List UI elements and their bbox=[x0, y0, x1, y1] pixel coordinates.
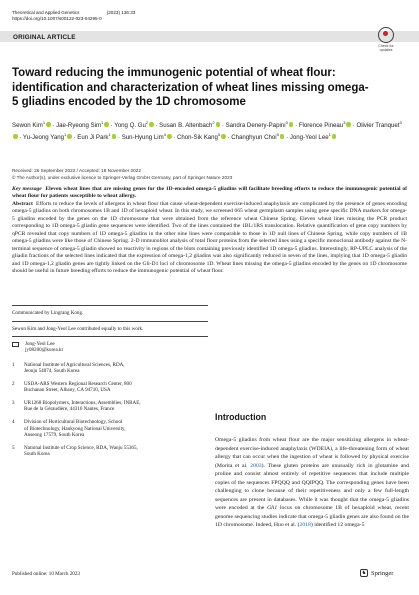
abstract-text: Efforts to reduce the levels of allergens in wheat flour that cause wheat-dependent exercise-induced anaphylaxis are complicated by the presence of genes encoding omega-5 gliadins on both chromosomes 1B and 1D of hexaploid wheat. In this study, we screened 665 wheat germplasm samples using gene specific DNA markers for omega-5 gliadins encoded by the genes on the 1D chromosome that were obtained from the reference wheat Chinese Spring. Eleven wheat lines missing the PCR product corresponding to 1D omega-5 gliadin gene sequences were identified. Two of the lines contained the 1BL/1RS translocation. Relative quantification of gene copy numbers by qPCR revealed that copy numbers of 1D omega-5 gliadins in the other nine lines were comparable to those in 1D null lines of Chinese Spring, while copy numbers of 1B omega-5 gliadins were like those of Chinese Spring. 2-D immunoblot analysis of total flour proteins from the selected lines using a specific monoclonal antibody against the N-terminal sequence of omega-5 gliadin showed no reactivity in regions of the blots containing previously identified 1D omega-5 gliadins. Interestingly, RP-UPLC analysis of the gliadin fractions of the selected lines indicated that the expression of omega-1,2 gliadins was also significantly reduced in seven of the lines, implying that 1D omega-5 gliadin and 1D omega-1,2 gliadin genes are tightly linked on the Gli-D1 loci of chromosome 1D. Wheat lines missing the omega-5 gliadins encoded by the genes on 1D chromosome should be useful in future breeding efforts to reduce the immunogenic potential of wheat flour. bbox=[12, 200, 407, 274]
author-separator: · bbox=[17, 134, 23, 142]
affiliation-line: UR1268 Biopolymers, Interactions, Assemblies, INRAE, bbox=[24, 400, 141, 407]
author-list bbox=[12, 118, 407, 142]
springer-horse-icon: ♞ bbox=[361, 570, 367, 576]
author-name[interactable]: Susan B. Altenbach$^2$ bbox=[159, 122, 220, 129]
author-name[interactable]: Yong Q. Gu$^2$ bbox=[114, 122, 153, 129]
affiliation-number: 1 bbox=[42, 120, 46, 125]
author-separator: · bbox=[116, 134, 122, 142]
affiliation-number: 1 bbox=[101, 120, 104, 125]
author-separator: · bbox=[171, 134, 177, 142]
corresponding-author-name: Jong-Yeol Lee bbox=[25, 341, 55, 347]
affiliation-item bbox=[12, 362, 208, 375]
author-separator: · bbox=[220, 122, 226, 130]
citation-link[interactable]: 2003 bbox=[250, 462, 262, 469]
check-for-updates-label-2: updates bbox=[379, 48, 393, 52]
author-name[interactable]: Olivier Tranquet$^3$ bbox=[12, 122, 402, 141]
author-name[interactable]: Sewon Kim$^1$ bbox=[12, 122, 51, 129]
affiliation-number: 1 bbox=[64, 132, 67, 138]
affiliation-item bbox=[12, 381, 208, 394]
affiliation-line: Division of Horticultural Biotechnology, School bbox=[24, 419, 123, 426]
abstract bbox=[12, 186, 407, 290]
footnote-divider bbox=[12, 336, 208, 337]
author-separator: · bbox=[225, 134, 232, 142]
author-separator: · bbox=[293, 122, 299, 130]
affiliation-number: 2 bbox=[145, 120, 149, 125]
affiliation-number: 1 bbox=[108, 132, 111, 138]
communicated-by: Communicated by Lingrang Kong. bbox=[12, 310, 84, 316]
author-name[interactable]: Changhyun Choi$^5$ bbox=[231, 134, 284, 141]
author-name[interactable]: Eun Ji Park$^1$ bbox=[77, 134, 116, 141]
author-name[interactable]: Chon-Sik Kang$^5$ bbox=[177, 134, 226, 141]
author-separator: · bbox=[284, 134, 290, 142]
publisher-name: Springer bbox=[371, 569, 394, 577]
intro-text-4: ) identified 12 omega-5 bbox=[310, 522, 365, 529]
affiliation-line: National Institute of Crop Science, RDA, Wanju 55365, bbox=[24, 445, 138, 452]
author-name[interactable]: Jong-Yeol Lee$^1$ bbox=[290, 134, 337, 141]
affiliation-number: 1 bbox=[328, 132, 331, 138]
affiliation-number: 4 bbox=[12, 419, 15, 426]
abstract-label: Abstract bbox=[12, 200, 33, 207]
published-date: Published online: 10 March 2023 bbox=[12, 571, 80, 577]
citation-link[interactable]: 2018 bbox=[299, 522, 311, 529]
affiliation-line: Anseong 17579, South Korea bbox=[24, 432, 85, 439]
author-separator: · bbox=[153, 122, 160, 130]
author-name[interactable]: Yu-Jeong Yang$^1$ bbox=[23, 134, 72, 141]
footnote-divider bbox=[12, 305, 208, 306]
contribution-note: Sewon Kim and Jong-Yeol Lee contributed equally to this work. bbox=[12, 326, 144, 332]
orcid-icon[interactable] bbox=[332, 134, 337, 139]
author-separator: · bbox=[71, 134, 78, 142]
article-title: Toward reducing the immunogenic potential of wheat flour: identification and characterization of wheat lines missing omega-5 gliadins encoded by the 1D chromosome bbox=[12, 67, 369, 109]
author-name[interactable]: Sun-Hyung Lim$^4$ bbox=[122, 134, 172, 141]
author-name[interactable]: Sandra Denery-Papini$^3$ bbox=[226, 122, 294, 129]
introduction-text bbox=[215, 436, 409, 530]
article-type-label: ORIGINAL ARTICLE bbox=[13, 33, 76, 41]
affiliation-line: Rue de la Géraudière, 44316 Nantes, France bbox=[24, 406, 115, 413]
affiliation-number: 5 bbox=[276, 132, 279, 138]
check-for-updates-icon bbox=[378, 27, 394, 43]
author-separator: · bbox=[108, 122, 115, 130]
affiliation-item bbox=[12, 400, 208, 413]
affiliation-number: 3 bbox=[399, 120, 402, 125]
article-dates bbox=[12, 167, 232, 181]
affiliation-line: of Biotechnology, Hankyong National University, bbox=[24, 425, 126, 432]
affiliation-line: South Korea bbox=[24, 451, 50, 458]
affiliation-item bbox=[12, 445, 208, 458]
affiliation-item bbox=[12, 419, 208, 438]
copyright-notice: © The Author(s), under exclusive licence to Springer-Verlag GmbH Germany, part of Springer Nature 2023 bbox=[12, 175, 233, 180]
affiliation-number: 2 bbox=[212, 120, 215, 125]
author-name[interactable]: Florence Pineau$^3$ bbox=[299, 122, 351, 129]
affiliation-line: USDA-ARS Western Regional Research Center, 800 bbox=[24, 380, 132, 387]
affiliation-number: 1 bbox=[12, 361, 15, 368]
corresponding-author bbox=[12, 341, 208, 354]
affiliation-number: 5 bbox=[12, 445, 15, 452]
affiliation-line: Jeonju 54874, South Korea bbox=[24, 367, 80, 374]
author-name[interactable]: Jae-Ryeong Sim$^1$ bbox=[56, 122, 109, 129]
affiliation-number: 2 bbox=[12, 380, 15, 387]
check-for-updates-button[interactable] bbox=[370, 27, 402, 52]
affiliation-number: 3 bbox=[12, 400, 15, 407]
key-message-text: Eleven wheat lines that are missing genes for the 1D-encoded omega-5 gliadins will facilitate breeding efforts to reduce the immunogenic potential of wheat flour for patients susceptible to wheat allergy. bbox=[12, 186, 408, 200]
journal-name: Theoretical and Applied Genetics bbox=[12, 10, 80, 15]
introduction-heading: Introduction bbox=[215, 412, 267, 422]
footnote-divider bbox=[12, 321, 208, 322]
author-separator: · bbox=[50, 122, 57, 130]
affiliation-line: Buchanan Street, Albany, CA 94710, USA bbox=[24, 387, 111, 394]
affiliation-list bbox=[12, 362, 208, 458]
check-for-updates-label-1: Check for bbox=[378, 44, 394, 48]
received-accepted-dates: Received: 26 September 2022 / Accepted: 18 November 2022 bbox=[12, 168, 141, 173]
affiliations bbox=[12, 341, 208, 464]
publisher-logo bbox=[360, 569, 393, 577]
corresponding-author-email[interactable]: jy08200@korea.kr bbox=[25, 347, 64, 354]
gene-locus: Gli1 bbox=[267, 505, 278, 512]
affiliation-number: 3 bbox=[343, 120, 346, 125]
affiliation-line: National Institute of Agricultural Sciences, RDA, bbox=[24, 361, 125, 368]
affiliation-number: 3 bbox=[285, 120, 288, 125]
doi-link[interactable]: https://doi.org/10.1007/s00122-023-04295-0 bbox=[12, 15, 102, 21]
intro-text-1: Omega-5 gliadins from wheat flour are the major sensitizing allergens in wheat-dependent exercise-induced anaphylaxis (WDEIA), a life-threatening form of wheat allergy that can occur when the ingestion of wheat is followed by physical exercise (Morita et al. bbox=[215, 437, 409, 469]
key-message-label: Key message bbox=[12, 186, 42, 192]
author-separator: · bbox=[351, 122, 357, 130]
intro-text-2: ). These gluten proteins are unusually rich in glutamine and proline and consist almost entirely of repetitive sequences that include multiple copies of the sequences FPQQQ and QQIPQQ. The corresponding genes have been challenging to clone because of their repetitiveness and only a few full-length sequences are present in databases. While it was thought that the omega-5 gliadins were encoded at the bbox=[215, 462, 409, 512]
volume-info: (2023) 136:33 bbox=[106, 10, 136, 15]
intro-text-3: locus on chromosome 1B of hexaploid wheat, recent genome sequencing studies indicate that omega-5 gliadin genes are also found on the 1D chromosome. Indeed, Huo et al. ( bbox=[215, 505, 409, 529]
affiliation-number: 4 bbox=[163, 132, 166, 138]
affiliation-number: 5 bbox=[217, 132, 221, 138]
envelope-icon bbox=[12, 342, 19, 347]
